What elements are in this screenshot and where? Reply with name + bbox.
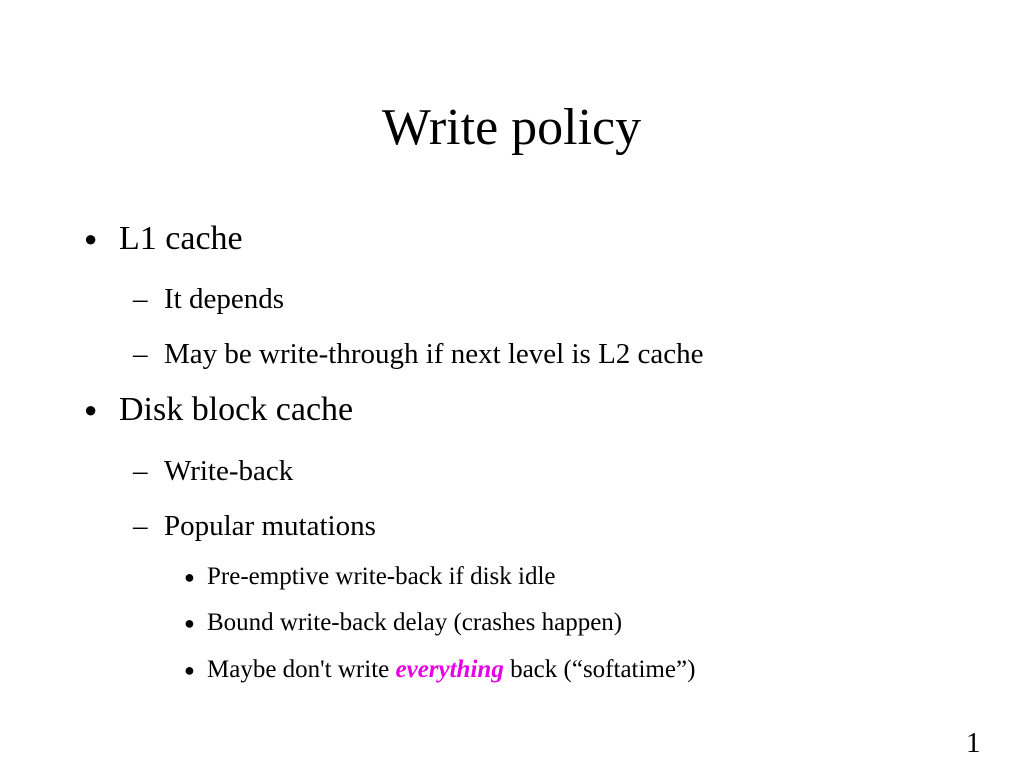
sub-sub-bullet-maybe-dont-write <box>207 655 695 685</box>
bullet-dot-icon: ● <box>84 397 98 422</box>
dash-icon: – <box>133 455 148 487</box>
sub-bullet-it-depends: It depends <box>164 283 284 315</box>
sub-bullet-write-through: May be write-through if next level is L2 cache <box>164 338 704 370</box>
sub-bullet-popular-mutations: Popular mutations <box>164 510 376 542</box>
bullet-disk-block-cache: Disk block cache <box>119 391 354 428</box>
dash-icon: – <box>133 510 148 542</box>
sub-sub-bullet-pre-emptive: Pre-emptive write-back if disk idle <box>207 563 556 590</box>
bullet-l1-cache: L1 cache <box>119 220 243 257</box>
sub-bullet-write-back: Write-back <box>164 455 294 487</box>
emphasis-everything: everything <box>395 656 504 683</box>
bullet-dot-icon: ● <box>184 660 195 680</box>
sub-sub-bullet-bound-delay: Bound write-back delay (crashes happen) <box>207 609 623 636</box>
slide-title: Write policy <box>381 99 642 156</box>
bullet-dot-icon: ● <box>184 567 195 587</box>
bullet-dot-icon: ● <box>84 226 98 251</box>
bullet-dot-icon: ● <box>184 613 195 633</box>
text-after-emphasis: back (“softatime”) <box>503 656 696 683</box>
dash-icon: – <box>133 283 148 315</box>
dash-icon: – <box>133 338 148 370</box>
page-number: 1 <box>966 727 981 759</box>
text-before-emphasis: Maybe don't write <box>207 656 396 683</box>
